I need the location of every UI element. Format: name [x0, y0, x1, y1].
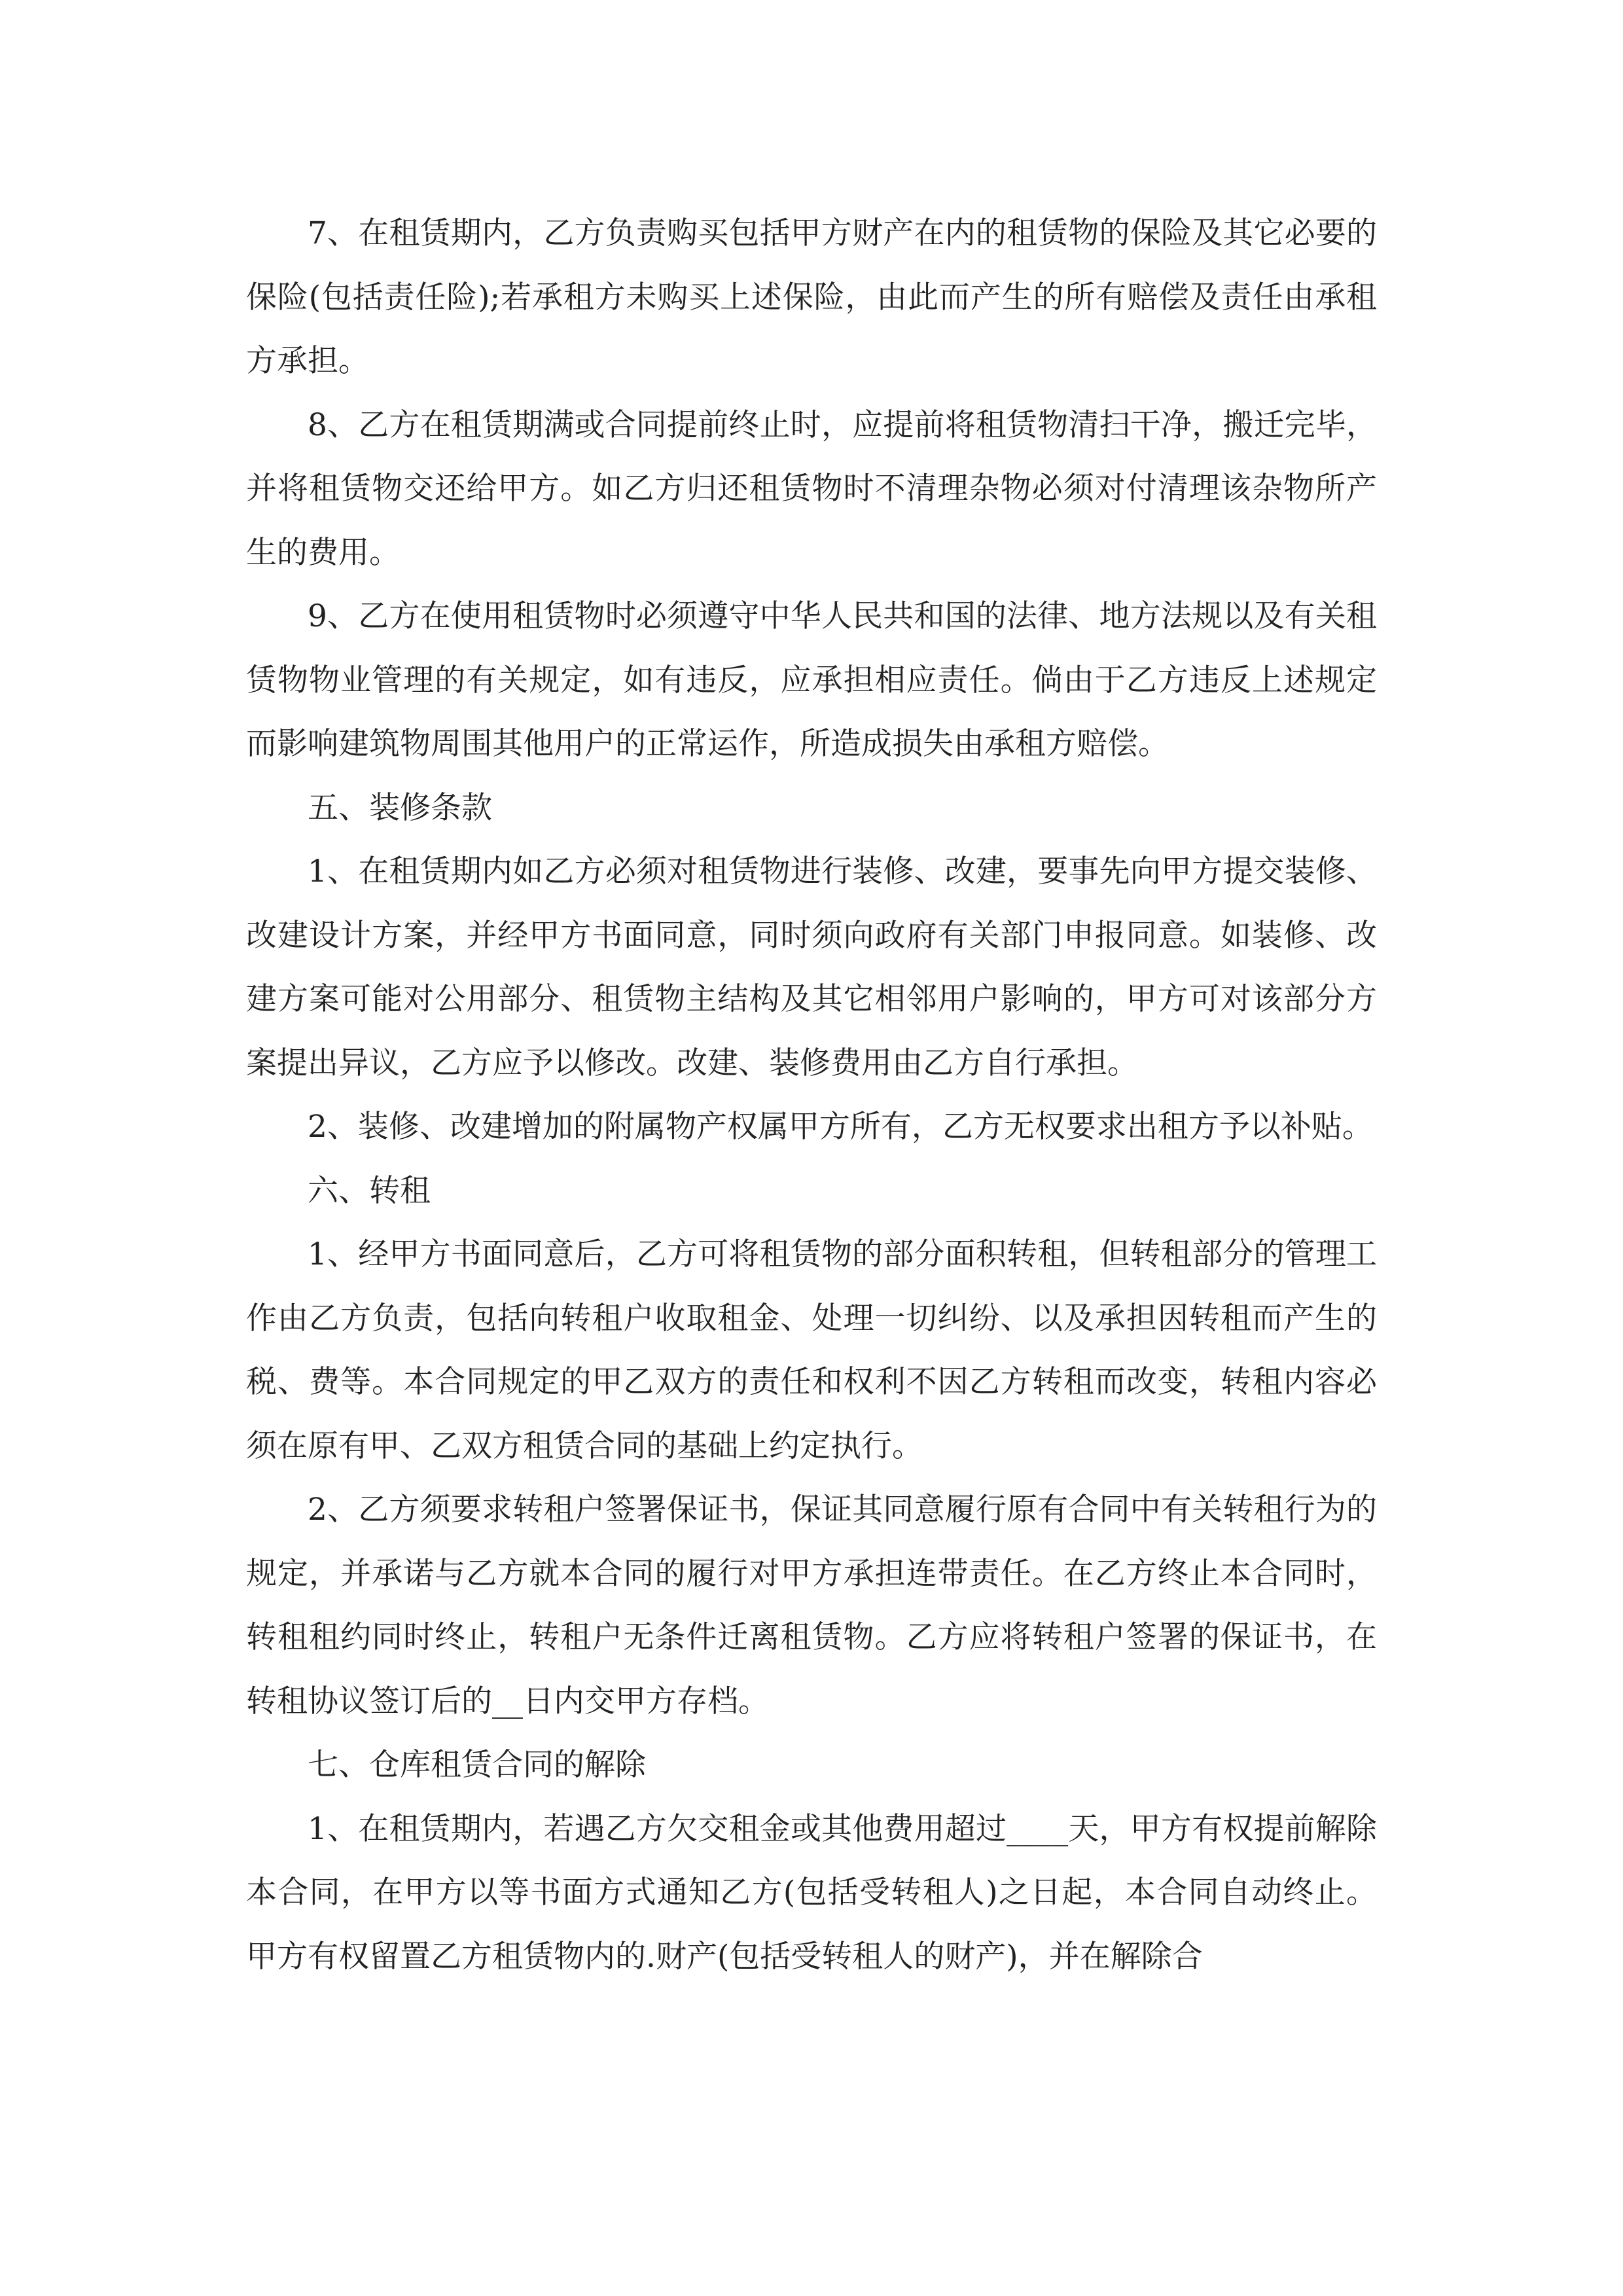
decoration-clause-2: 2、装修、改建增加的附属物产权属甲方所有，乙方无权要求出租方予以补贴。: [308, 1109, 1373, 1145]
clause-7-insurance: 7、在租赁期内，乙方负责购买包括甲方财产在内的租赁物的保险及其它必要的保险(包括责任险);若承租方未购买上述保险，由此而产生的所有赔偿及责任由承租方承担。: [246, 215, 1377, 379]
sublease-clause-2: 2、乙方须要求转租户签署保证书，保证其同意履行原有合同中有关转租行为的规定，并承诺与乙方就本合同的履行对甲方承担连带责任。在乙方终止本合同时，转租租约同时终止，转租户无条件迁离租赁物。乙方应将转租户签署的保证书，在转租协议签订后的__日内交甲方存档。: [246, 1492, 1377, 1719]
sublease-clause-1: 1、经甲方书面同意后，乙方可将租赁物的部分面积转租，但转租部分的管理工作由乙方负责，包括向转租户收取租金、处理一切纠纷、以及承担因转租而产生的税、费等。本合同规定的甲乙双方的责任和权利不因乙方转租而改变，转租内容必须在原有甲、乙双方租赁合同的基础上约定执行。: [246, 1236, 1377, 1464]
clause-9-compliance: 9、乙方在使用租赁物时必须遵守中华人民共和国的法律、地方法规以及有关租赁物物业管理的有关规定，如有违反，应承担相应责任。倘由于乙方违反上述规定而影响建筑物周围其他用户的正常运作，所造成损失由承租方赔偿。: [246, 598, 1377, 762]
section-heading-sublease: 六、转租: [308, 1172, 431, 1209]
clause-8-return: 8、乙方在租赁期满或合同提前终止时，应提前将租赁物清扫干净，搬迁完毕，并将租赁物交还给甲方。如乙方归还租赁物时不清理杂物必须对付清理该杂物所产生的费用。: [246, 406, 1377, 571]
section-heading-termination: 七、仓库租赁合同的解除: [308, 1747, 646, 1783]
decoration-clause-1: 1、在租赁期内如乙方必须对租赁物进行装修、改建，要事先向甲方提交装修、改建设计方案，并经甲方书面同意，同时须向政府有关部门申报同意。如装修、改建方案可能对公用部分、租赁物主结构及其它相邻用户影响的，甲方可对该部分方案提出异议，乙方应予以修改。改建、装修费用由乙方自行承担。: [246, 853, 1377, 1081]
termination-clause-1: 1、在租赁期内，若遇乙方欠交租金或其他费用超过____天，甲方有权提前解除本合同，在甲方以等书面方式通知乙方(包括受转租人)之日起，本合同自动终止。甲方有权留置乙方租赁物内的.财产(包括受转租人的财产)，并在解除合: [246, 1810, 1377, 1975]
section-heading-decoration: 五、装修条款: [308, 789, 492, 826]
contract-body: [246, 202, 1377, 1988]
